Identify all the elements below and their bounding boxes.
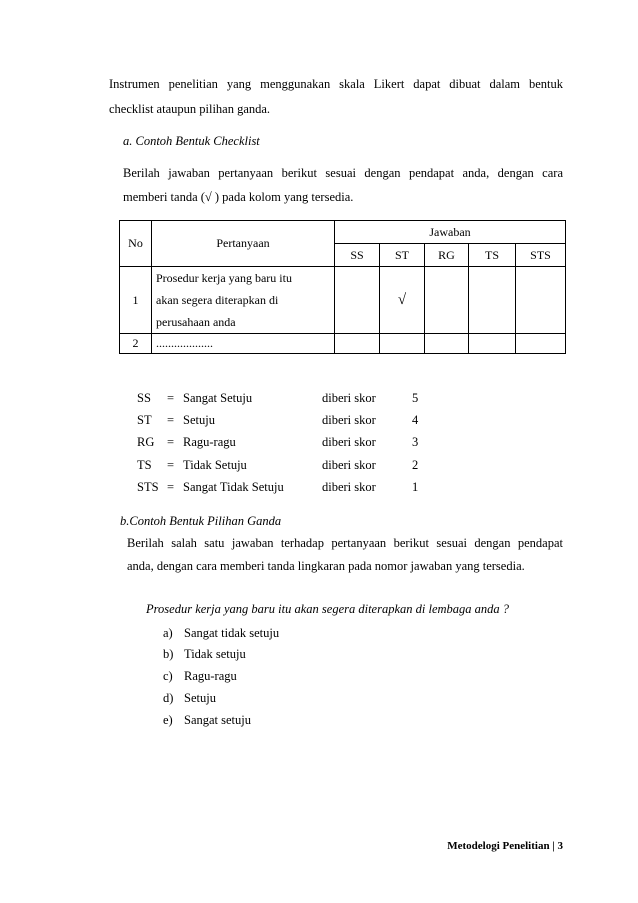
header-question: Pertanyaan: [152, 221, 335, 267]
answer-cell-st-checked[interactable]: √: [380, 267, 425, 334]
mc-option[interactable]: [163, 713, 251, 728]
section-b-instruction-line-1: Berilah salah satu jawaban terhadap pertanyaan berikut sesuai dengan pendapat: [127, 536, 563, 550]
answer-cell-ts[interactable]: [469, 267, 516, 334]
scale-row-ts: [137, 458, 437, 478]
mc-option-text: Tidak setuju: [184, 647, 246, 661]
answer-col-ss: SS: [335, 244, 380, 267]
mc-option-label: b): [163, 647, 174, 661]
answer-cell-rg[interactable]: [425, 334, 469, 354]
answer-cell-rg[interactable]: [425, 267, 469, 334]
section-a-instruction-line-1: Berilah jawaban pertanyaan berikut sesuai dengan pendapat anda, dengan cara: [123, 166, 563, 180]
mc-option-text: Ragu-ragu: [184, 669, 237, 683]
scale-equals: =: [167, 413, 175, 427]
scale-code: TS: [137, 458, 152, 472]
mc-option-text: Setuju: [184, 691, 216, 705]
scale-score: 5: [412, 391, 419, 405]
scale-score: 2: [412, 458, 419, 472]
row-question-line: Prosedur kerja yang baru itu: [156, 271, 292, 285]
answer-cell-sts[interactable]: [516, 334, 566, 354]
scale-equals: =: [167, 480, 175, 494]
scale-label: Sangat Setuju: [183, 391, 253, 405]
scale-label: Setuju: [183, 413, 215, 427]
answer-cell-st[interactable]: [380, 334, 425, 354]
scale-score: 4: [412, 413, 419, 427]
answer-cell-sts[interactable]: [516, 267, 566, 334]
scale-score-text: diberi skor: [322, 480, 376, 494]
scale-code: RG: [137, 435, 155, 449]
page-footer: Metodelogi Penelitian | 3: [447, 840, 563, 852]
intro-line-2: checklist ataupun pilihan ganda.: [109, 102, 271, 116]
mc-option[interactable]: [163, 691, 216, 706]
mc-option[interactable]: [163, 647, 246, 662]
checklist-table: [119, 220, 566, 354]
scale-score-text: diberi skor: [322, 435, 376, 449]
row-question: [152, 267, 335, 334]
scale-label: Tidak Setuju: [183, 458, 247, 472]
scale-score-text: diberi skor: [322, 391, 376, 405]
scale-row-sts: [137, 480, 437, 500]
scale-equals: =: [167, 458, 175, 472]
mc-question: Prosedur kerja yang baru itu akan segera diterapkan di lembaga anda ?: [146, 602, 510, 616]
mc-option-label: c): [163, 669, 173, 683]
table-row: [120, 267, 566, 334]
row-no: 1: [120, 267, 152, 334]
scale-label: Sangat Tidak Setuju: [183, 480, 284, 494]
mc-option-text: Sangat setuju: [184, 713, 252, 727]
header-answer: Jawaban: [335, 221, 566, 244]
scale-row-st: [137, 413, 437, 433]
mc-option-label: e): [163, 713, 173, 727]
section-b-heading: b.Contoh Bentuk Pilihan Ganda: [120, 514, 282, 528]
mc-option[interactable]: [163, 626, 279, 641]
row-question: ...................: [152, 334, 335, 354]
scale-code: STS: [137, 480, 159, 494]
scale-score: 1: [412, 480, 419, 494]
answer-col-st: ST: [380, 244, 425, 267]
scale-score-text: diberi skor: [322, 413, 376, 427]
scale-row-ss: [137, 391, 437, 411]
answer-col-sts: STS: [516, 244, 566, 267]
row-question-line: akan segera diterapkan di: [156, 293, 279, 307]
answer-col-rg: RG: [425, 244, 469, 267]
mc-option-label: a): [163, 626, 173, 640]
scale-row-rg: [137, 435, 437, 455]
scale-code: SS: [137, 391, 151, 405]
scale-equals: =: [167, 391, 175, 405]
scale-score: 3: [412, 435, 419, 449]
mc-option-text: Sangat tidak setuju: [184, 626, 280, 640]
answer-cell-ts[interactable]: [469, 334, 516, 354]
header-no: No: [120, 221, 152, 267]
row-question-line: perusahaan anda: [156, 315, 236, 329]
scale-score-text: diberi skor: [322, 458, 376, 472]
section-a-instruction-line-2: memberi tanda (√ ) pada kolom yang tersedia.: [123, 190, 354, 204]
intro-line-1: Instrumen penelitian yang menggunakan skala Likert dapat dibuat dalam bentuk: [109, 77, 563, 91]
section-b-instruction-line-2: anda, dengan cara memberi tanda lingkaran pada nomor jawaban yang tersedia.: [127, 559, 525, 573]
answer-col-ts: TS: [469, 244, 516, 267]
table-row: [120, 334, 566, 354]
row-no: 2: [120, 334, 152, 354]
section-a-heading: a. Contoh Bentuk Checklist: [123, 134, 260, 148]
scale-code: ST: [137, 413, 152, 427]
mc-option-label: d): [163, 691, 174, 705]
scale-label: Ragu-ragu: [183, 435, 236, 449]
mc-option[interactable]: [163, 669, 237, 684]
answer-cell-ss[interactable]: [335, 334, 380, 354]
scale-equals: =: [167, 435, 175, 449]
answer-cell-ss[interactable]: [335, 267, 380, 334]
